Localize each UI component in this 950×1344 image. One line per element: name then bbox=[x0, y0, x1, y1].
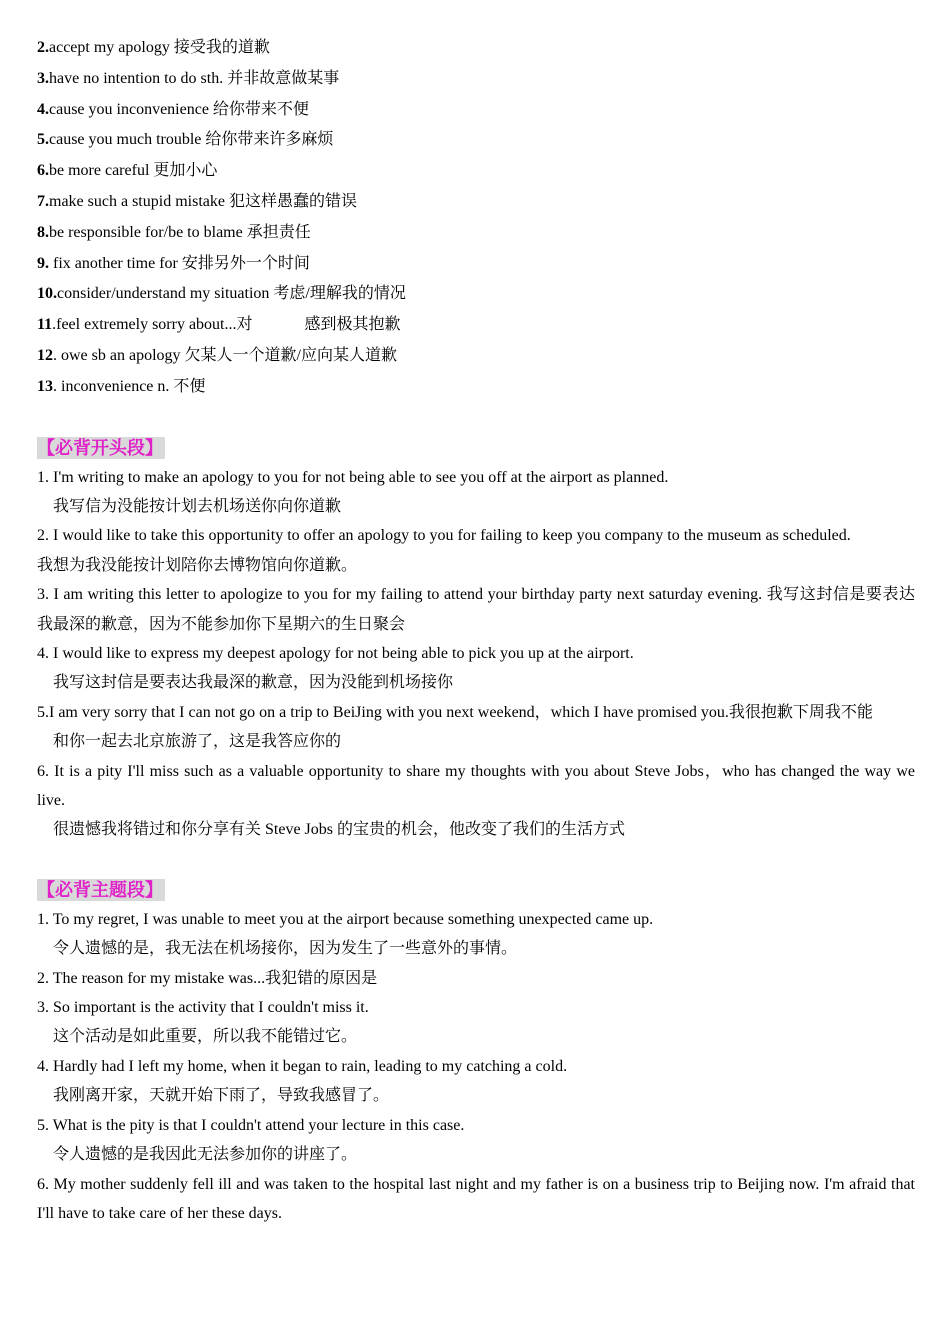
sentence-english: 1. I'm writing to make an apology to you for not being able to see you off at the airport as planned. bbox=[37, 468, 669, 486]
phrase-number: 7. bbox=[37, 192, 49, 210]
sentence-chinese: 令人遗憾的是，我无法在机场接你，因为发生了一些意外的事情。 bbox=[53, 940, 518, 958]
phrase-text: 感到极其抱歉 bbox=[304, 316, 401, 334]
sentence-english: 6. It is a pity I'll miss such as a valuable opportunity to share my thoughts with you about Steve Jobs，who has changed the way we live. bbox=[37, 762, 915, 810]
phrase-text: . owe sb an apology 欠某人一个道歉/应向某人道歉 bbox=[53, 346, 397, 364]
sentence-item bbox=[37, 1111, 915, 1170]
phrase-text: fix another time for 安排另外一个时间 bbox=[49, 254, 310, 272]
sentence-english: 5. What is the pity is that I couldn't attend your lecture in this case. bbox=[37, 1116, 465, 1134]
sentence-item bbox=[37, 639, 915, 698]
phrase-text: cause you much trouble 给你带来许多麻烦 bbox=[49, 131, 334, 149]
phrase-number: 8. bbox=[37, 223, 49, 241]
phrase-item bbox=[37, 218, 915, 249]
sentence-chinese: 我刚离开家，天就开始下雨了，导致我感冒了。 bbox=[53, 1087, 390, 1105]
section-spacer bbox=[37, 403, 915, 437]
phrase-item bbox=[37, 372, 915, 403]
sentence-chinese: 很遗憾我将错过和你分享有关 Steve Jobs 的宝贵的机会，他改变了我们的生活方式 bbox=[53, 821, 626, 839]
phrase-item bbox=[37, 64, 915, 95]
sentence-item bbox=[37, 698, 915, 757]
phrase-item bbox=[37, 279, 915, 310]
sentence-item bbox=[37, 580, 915, 639]
phrase-number: 9. bbox=[37, 254, 49, 272]
phrase-number: 4. bbox=[37, 100, 49, 118]
sentence-english: 5.I am very sorry that I can not go on a trip to BeiJing with you next weekend，which I have promised you.我很抱歉下周我不能 bbox=[37, 703, 873, 721]
phrase-number: 3. bbox=[37, 69, 49, 87]
section-heading-theme: 【必背主题段】 bbox=[37, 879, 163, 900]
sentence-english: 2. The reason for my mistake was...我犯错的原因是 bbox=[37, 969, 378, 987]
sentence-item bbox=[37, 521, 915, 580]
sentence-english: 3. So important is the activity that I couldn't miss it. bbox=[37, 999, 369, 1017]
phrase-list bbox=[37, 33, 915, 403]
phrase-item bbox=[37, 187, 915, 218]
sentence-english: 3. I am writing this letter to apologize to you for my failing to attend your birthday party next saturday evening. 我写这封信是要表达我最深的歉意，因为不能参加你下星期六的生日聚会 bbox=[37, 586, 915, 633]
phrase-item bbox=[37, 249, 915, 280]
phrase-number: 10. bbox=[37, 285, 57, 303]
sentence-item bbox=[37, 463, 915, 522]
sentence-chinese: 令人遗憾的是我因此无法参加你的讲座了。 bbox=[53, 1146, 358, 1164]
phrase-item bbox=[37, 310, 915, 341]
document-page bbox=[37, 33, 915, 1228]
phrase-text: be more careful 更加小心 bbox=[49, 162, 218, 180]
sentence-chinese: 我想为我没能按计划陪你去博物馆向你道歉。 bbox=[37, 556, 358, 574]
section-spacer bbox=[37, 845, 915, 879]
phrase-item bbox=[37, 156, 915, 187]
phrase-number: 13 bbox=[37, 377, 53, 395]
sentence-english: 2. I would like to take this opportunity to offer an apology to you for failing to keep you company to the museum as scheduled. bbox=[37, 527, 851, 545]
phrase-text: have no intention to do sth. 并非故意做某事 bbox=[49, 69, 340, 87]
phrase-text: make such a stupid mistake 犯这样愚蠢的错误 bbox=[49, 192, 357, 210]
sentence-chinese: 我写这封信是要表达我最深的歉意，因为没能到机场接你 bbox=[53, 674, 454, 692]
sentence-item bbox=[37, 757, 915, 845]
sentence-english: 1. To my regret, I was unable to meet you at the airport because something unexpected came up. bbox=[37, 910, 654, 928]
sentence-english: 6. My mother suddenly fell ill and was taken to the hospital last night and my father is on a business trip to Beijing now. I'm afraid that I'll have to take care of her these days. bbox=[37, 1175, 915, 1222]
phrase-number: 6. bbox=[37, 162, 49, 180]
sentence-item bbox=[37, 1052, 915, 1111]
phrase-number: 2. bbox=[37, 39, 49, 56]
phrase-item bbox=[37, 95, 915, 126]
opening-section bbox=[37, 437, 915, 845]
sentence-chinese: 这个活动是如此重要，所以我不能错过它。 bbox=[53, 1028, 358, 1046]
phrase-text: accept my apology 接受我的道歉 bbox=[49, 39, 270, 56]
sentence-chinese: 我写信为没能按计划去机场送你向你道歉 bbox=[53, 497, 342, 515]
sentence-item bbox=[37, 905, 915, 964]
phrase-item bbox=[37, 341, 915, 372]
phrase-number: 12 bbox=[37, 346, 53, 364]
phrase-text: be responsible for/be to blame 承担责任 bbox=[49, 223, 311, 241]
section-heading-opening: 【必背开头段】 bbox=[37, 437, 163, 458]
phrase-item bbox=[37, 125, 915, 156]
phrase-text: . inconvenience n. 不便 bbox=[53, 377, 206, 395]
sentence-item bbox=[37, 964, 915, 993]
sentence-english: 4. Hardly had I left my home, when it began to rain, leading to my catching a cold. bbox=[37, 1057, 568, 1075]
theme-section bbox=[37, 879, 915, 1228]
sentence-english: 4. I would like to express my deepest apology for not being able to pick you up at the airport. bbox=[37, 645, 634, 662]
sentence-item bbox=[37, 993, 915, 1052]
phrase-text: .feel extremely sorry about...对 bbox=[52, 316, 253, 334]
sentence-chinese: 和你一起去北京旅游了，这是我答应你的 bbox=[53, 733, 342, 751]
sentence-item bbox=[37, 1170, 915, 1229]
phrase-number: 5. bbox=[37, 131, 49, 149]
phrase-text: cause you inconvenience 给你带来不便 bbox=[49, 100, 309, 118]
phrase-number: 11 bbox=[37, 316, 53, 334]
phrase-item bbox=[37, 33, 915, 64]
phrase-text: consider/understand my situation 考虑/理解我的情况 bbox=[57, 285, 406, 303]
